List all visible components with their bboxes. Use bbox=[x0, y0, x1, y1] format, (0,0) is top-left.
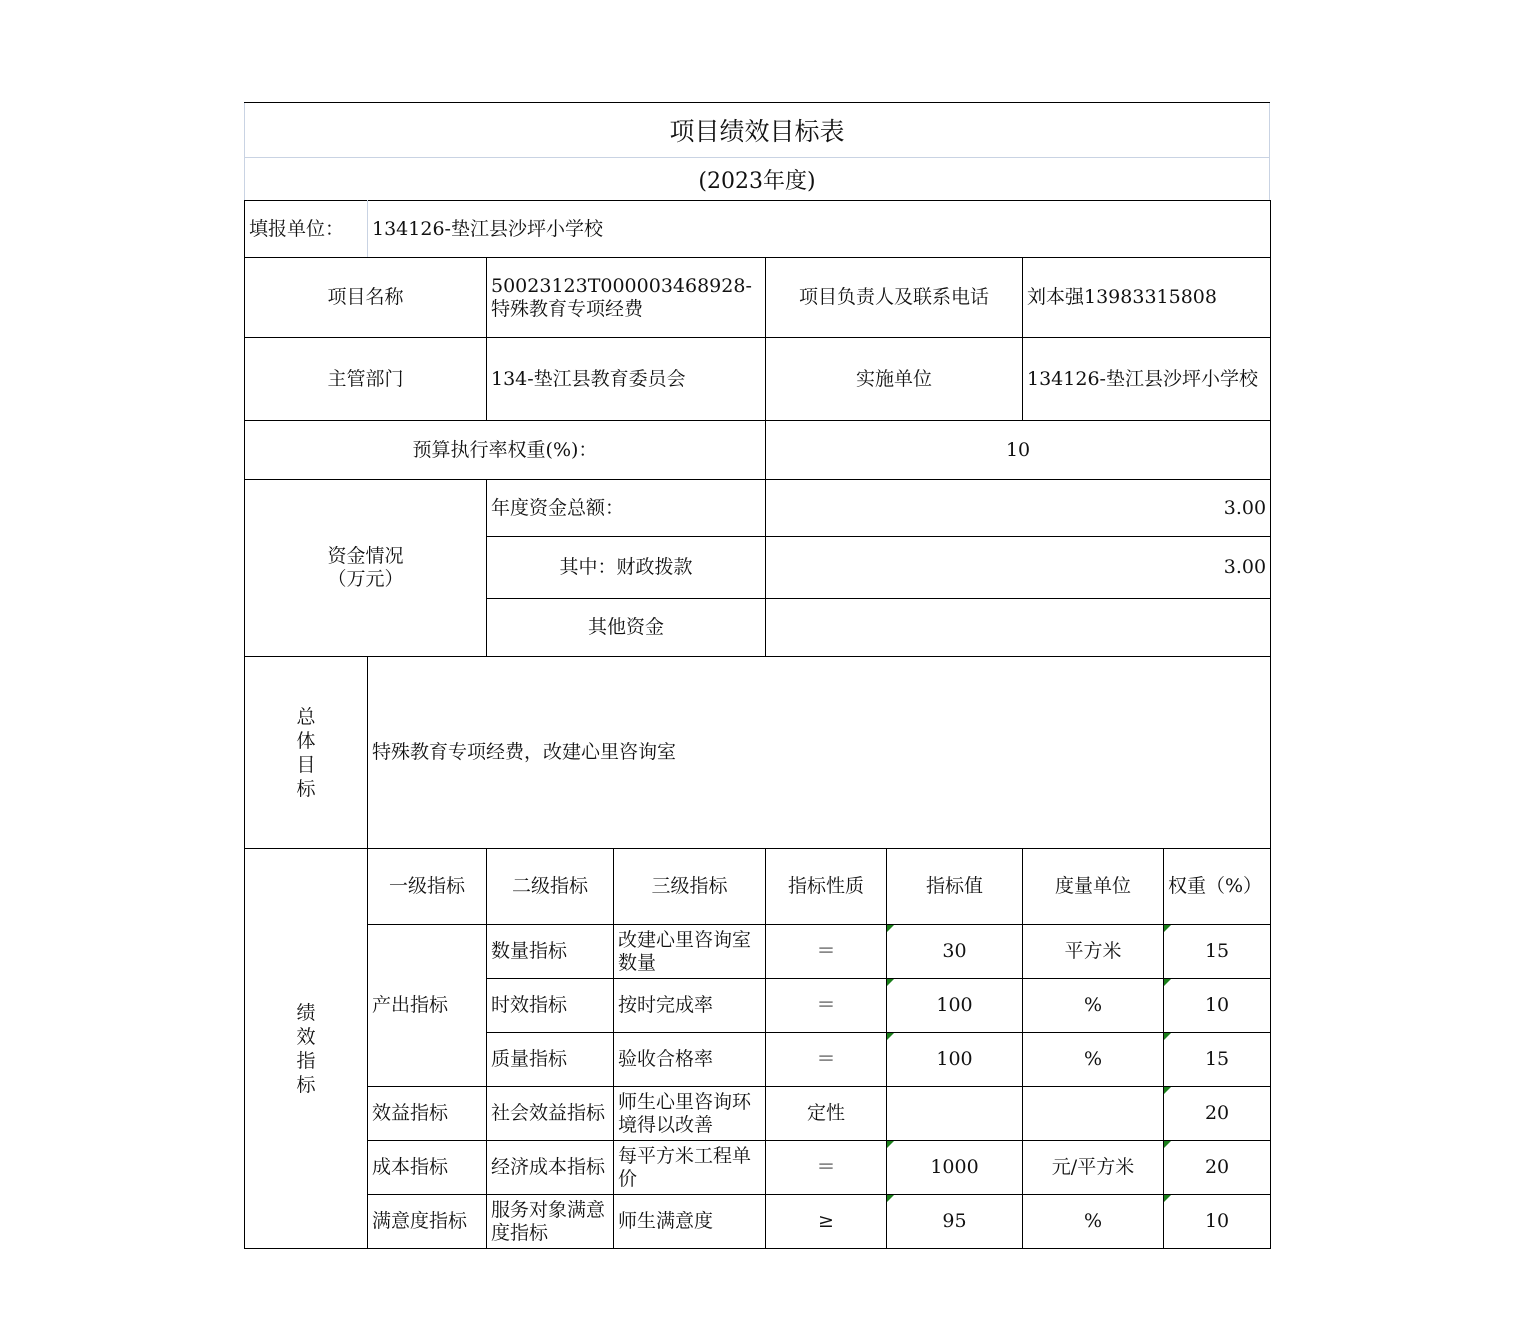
project-name-value: 50023123T000003468928-特殊教育专项经费 bbox=[487, 258, 766, 338]
fiscal-label: 其中：财政拨款 bbox=[487, 537, 766, 599]
row-value: 30 bbox=[887, 925, 1023, 979]
project-name-label: 项目名称 bbox=[245, 258, 487, 338]
table-year bbox=[244, 158, 1270, 201]
supervisor-value: 134-垫江县教育委员会 bbox=[487, 338, 766, 421]
performance-table bbox=[244, 200, 1271, 1249]
funds-label: 资金情况（万元） bbox=[245, 480, 487, 657]
row-value: 1000 bbox=[887, 1141, 1023, 1195]
other-funds-label: 其他资金 bbox=[487, 599, 766, 657]
row-weight: 15 bbox=[1164, 925, 1271, 979]
row-l3: 师生心里咨询环境得以改善 bbox=[614, 1087, 766, 1141]
row-nature: ＝ bbox=[766, 925, 887, 979]
fiscal-value: 3.00 bbox=[766, 537, 1271, 599]
row-unit: 平方米 bbox=[1023, 925, 1164, 979]
annual-total-label: 年度资金总额： bbox=[487, 480, 766, 537]
row-unit: % bbox=[1023, 1195, 1164, 1249]
row-nature: ＝ bbox=[766, 1141, 887, 1195]
header-l3: 三级指标 bbox=[614, 849, 766, 925]
row-nature: ＝ bbox=[766, 1033, 887, 1087]
row-unit: % bbox=[1023, 979, 1164, 1033]
header-l1: 一级指标 bbox=[368, 849, 487, 925]
table-row bbox=[245, 1195, 1271, 1249]
row-value bbox=[887, 1087, 1023, 1141]
other-funds-value bbox=[766, 599, 1271, 657]
table-year-text: (2023年度) bbox=[698, 168, 816, 194]
row-unit: 元/平方米 bbox=[1023, 1141, 1164, 1195]
annual-total-value: 3.00 bbox=[766, 480, 1271, 537]
row-weight: 15 bbox=[1164, 1033, 1271, 1087]
row-nature: 定性 bbox=[766, 1087, 887, 1141]
supervisor-label: 主管部门 bbox=[245, 338, 487, 421]
row-l2: 社会效益指标 bbox=[487, 1087, 614, 1141]
table-row bbox=[245, 1087, 1271, 1141]
row-weight: 10 bbox=[1164, 1195, 1271, 1249]
reporting-unit-label: 填报单位： bbox=[245, 201, 368, 258]
row-l3: 按时完成率 bbox=[614, 979, 766, 1033]
header-value: 指标值 bbox=[887, 849, 1023, 925]
project-owner-value: 刘本强13983315808 bbox=[1023, 258, 1271, 338]
row-l1: 产出指标 bbox=[368, 925, 487, 1087]
row-l2: 经济成本指标 bbox=[487, 1141, 614, 1195]
budget-rate-label: 预算执行率权重(%)： bbox=[245, 421, 766, 480]
table-title-text: 项目绩效目标表 bbox=[669, 117, 845, 146]
table-row bbox=[245, 1141, 1271, 1195]
goal-value: 特殊教育专项经费，改建心里咨询室 bbox=[368, 657, 1271, 849]
row-l3: 师生满意度 bbox=[614, 1195, 766, 1249]
row-nature: ＝ bbox=[766, 979, 887, 1033]
goal-label: 总体目标 bbox=[245, 657, 368, 849]
header-weight: 权重（%） bbox=[1164, 849, 1271, 925]
row-value: 95 bbox=[887, 1195, 1023, 1249]
header-l2: 二级指标 bbox=[487, 849, 614, 925]
project-owner-label: 项目负责人及联系电话 bbox=[766, 258, 1023, 338]
header-unit: 度量单位 bbox=[1023, 849, 1164, 925]
table-row bbox=[245, 925, 1271, 979]
row-l1: 效益指标 bbox=[368, 1087, 487, 1141]
row-l1: 成本指标 bbox=[368, 1141, 487, 1195]
row-weight: 20 bbox=[1164, 1141, 1271, 1195]
table-title bbox=[244, 103, 1270, 158]
row-l2: 数量指标 bbox=[487, 925, 614, 979]
reporting-unit-value: 134126-垫江县沙坪小学校 bbox=[368, 201, 1271, 258]
row-l2: 质量指标 bbox=[487, 1033, 614, 1087]
row-value: 100 bbox=[887, 1033, 1023, 1087]
row-weight: 10 bbox=[1164, 979, 1271, 1033]
row-l3: 改建心里咨询室数量 bbox=[614, 925, 766, 979]
budget-rate-value: 10 bbox=[766, 421, 1271, 480]
row-nature: ≥ bbox=[766, 1195, 887, 1249]
impl-unit-value: 134126-垫江县沙坪小学校 bbox=[1023, 338, 1271, 421]
header-nature: 指标性质 bbox=[766, 849, 887, 925]
row-l3: 每平方米工程单价 bbox=[614, 1141, 766, 1195]
row-l2: 时效指标 bbox=[487, 979, 614, 1033]
row-l3: 验收合格率 bbox=[614, 1033, 766, 1087]
impl-unit-label: 实施单位 bbox=[766, 338, 1023, 421]
row-value: 100 bbox=[887, 979, 1023, 1033]
row-l2: 服务对象满意度指标 bbox=[487, 1195, 614, 1249]
row-weight: 20 bbox=[1164, 1087, 1271, 1141]
row-unit: % bbox=[1023, 1033, 1164, 1087]
row-l1: 满意度指标 bbox=[368, 1195, 487, 1249]
row-unit bbox=[1023, 1087, 1164, 1141]
indicators-label: 绩效指标 bbox=[245, 849, 368, 1249]
